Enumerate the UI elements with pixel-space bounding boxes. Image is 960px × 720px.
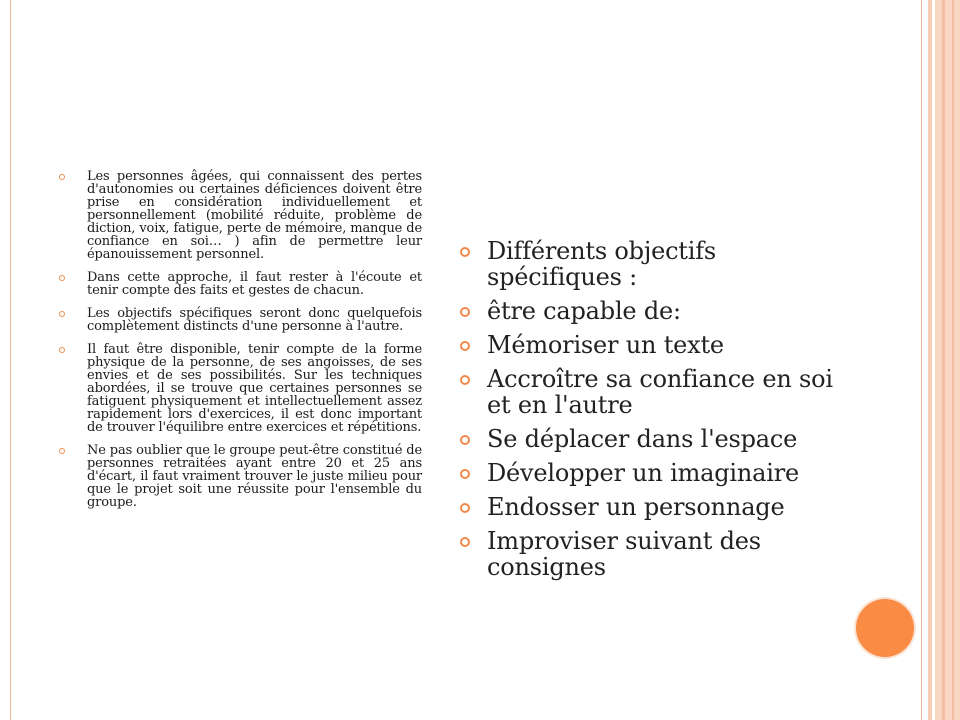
- left-bullet-item: [58, 307, 422, 333]
- left-bullet-item: [58, 343, 422, 434]
- circle-bullet-icon: [460, 503, 470, 513]
- circle-bullet-icon: [59, 311, 65, 317]
- left-bullet-item: [58, 170, 422, 261]
- objective-text: Accroître sa confiance en soi et en l'autre: [487, 365, 833, 419]
- left-bullet-text: Il faut être disponible, tenir compte de la forme physique de la personne, de ses angoisses, de ses envies et de ses possibilités. Sur les techniques abordées, il se trouve que certaines personnes se fatiguent physiquement et intellectuellement assez rapidement lors d'exercices, il est donc important de trouver l'équilibre entre exercices et répétitions.: [87, 342, 422, 435]
- objective-text: Mémoriser un texte: [487, 331, 724, 359]
- left-bullet-text: Les personnes âgées, qui connaissent des pertes d'autonomies ou certaines déficiences doivent être prise en considération individuellement et personnellement (mobilité réduite, problème de diction, voix, fatigue, perte de mémoire, manque de confiance en soi… ) afin de permettre leur épanouissement personnel.: [87, 169, 422, 262]
- circle-bullet-icon: [460, 247, 470, 257]
- slide-frame-left-border: [10, 0, 11, 720]
- objective-text: Endosser un personnage: [487, 493, 785, 521]
- objective-text: Développer un imaginaire: [487, 459, 800, 487]
- objective-text: Différents objectifs spécifiques :: [487, 237, 717, 291]
- objective-item: [458, 426, 838, 452]
- left-text-column: [58, 170, 422, 519]
- slide-frame-right-stripe: [952, 0, 954, 720]
- circle-bullet-icon: [460, 307, 470, 317]
- slide-frame-right-stripe: [942, 0, 945, 720]
- objective-item: [458, 238, 838, 290]
- left-bullet-text: Les objectifs spécifiques seront donc quelquefois complètement distincts d'une personne à l'autre.: [87, 306, 422, 334]
- objectives-list: [458, 238, 838, 580]
- slide-frame-right-band: [935, 0, 960, 720]
- left-bullet-item: [58, 271, 422, 297]
- slide-frame-right-stripe: [921, 0, 922, 720]
- circle-bullet-icon: [59, 347, 65, 353]
- objective-item: [458, 298, 838, 324]
- objective-item: [458, 528, 838, 580]
- objective-text: Se déplacer dans l'espace: [487, 425, 798, 453]
- objective-item: [458, 332, 838, 358]
- left-bullet-list: [58, 170, 422, 509]
- circle-bullet-icon: [460, 537, 470, 547]
- left-bullet-text: Dans cette approche, il faut rester à l'écoute et tenir compte des faits et gestes de chacun.: [87, 270, 422, 298]
- circle-bullet-icon: [59, 448, 65, 454]
- objective-item: [458, 366, 838, 418]
- circle-bullet-icon: [59, 275, 65, 281]
- circle-bullet-icon: [460, 375, 470, 385]
- objective-text: être capable de:: [487, 297, 681, 325]
- left-bullet-text: Ne pas oublier que le groupe peut-être constitué de personnes retraitées ayant entre 20 et 25 ans d'écart, il faut vraiment trouver le juste milieu pour que le projet soit une réussite pour l'ensemble du groupe.: [87, 443, 422, 510]
- objective-item: [458, 494, 838, 520]
- right-text-column: [458, 238, 838, 588]
- objective-item: [458, 460, 838, 486]
- circle-bullet-icon: [460, 341, 470, 351]
- objective-text: Improviser suivant des consignes: [487, 527, 761, 581]
- left-bullet-item: [58, 444, 422, 509]
- circle-bullet-icon: [460, 469, 470, 479]
- circle-bullet-icon: [460, 435, 470, 445]
- decorative-orange-circle: [856, 599, 914, 657]
- circle-bullet-icon: [59, 174, 65, 180]
- slide-frame-right-stripe: [928, 0, 932, 720]
